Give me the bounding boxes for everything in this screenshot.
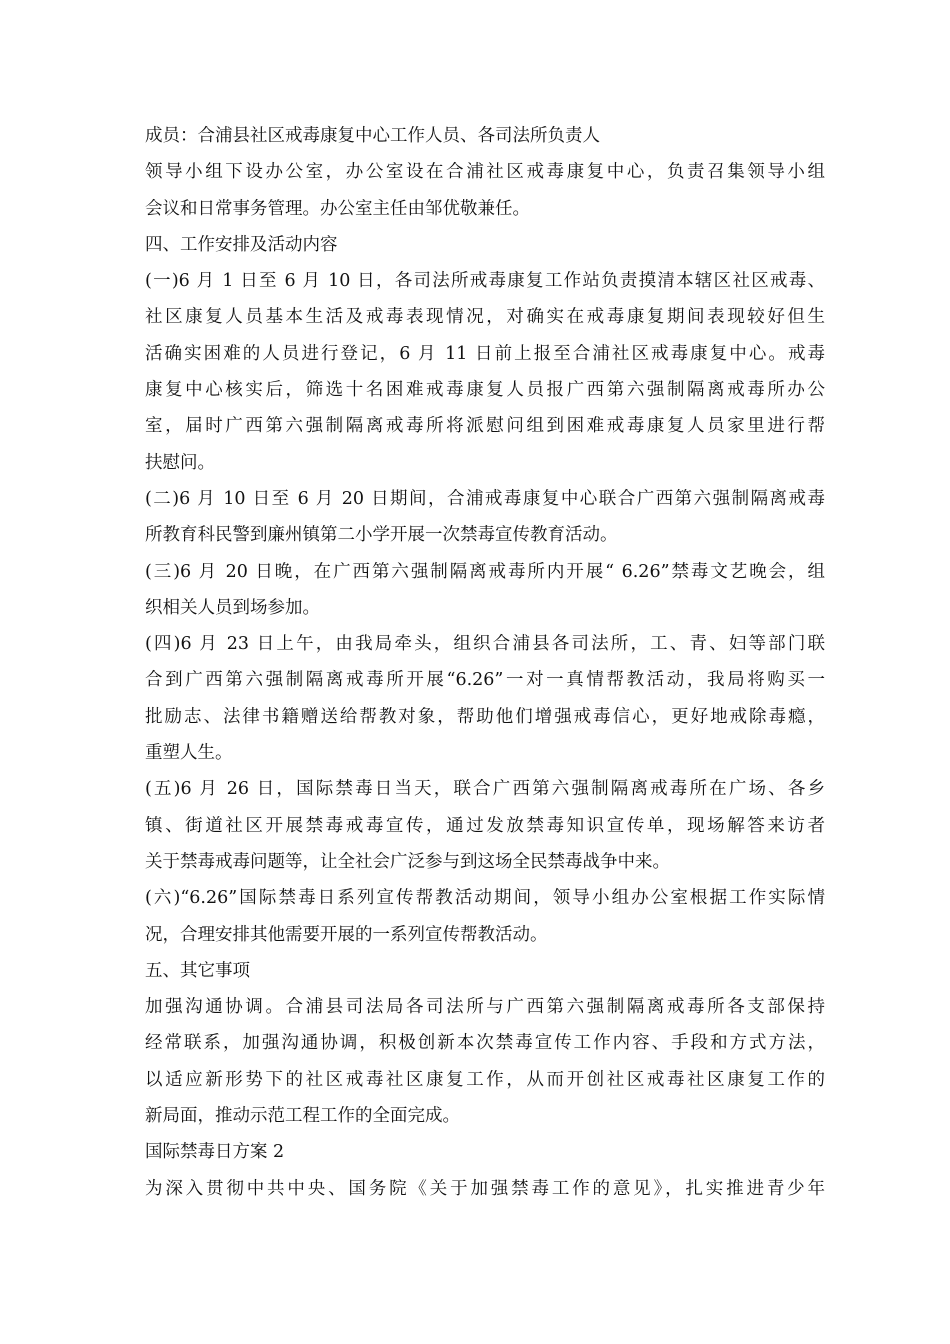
text-line: 所教育科民警到廉州镇第二小学开展一次禁毒宣传教育活动。 bbox=[145, 525, 618, 546]
text-line: 会议和日常事务管理。办公室主任由邹优敬兼任。 bbox=[145, 198, 530, 219]
text-line: 室，届时广西第六强制隔离戒毒所将派慰问组到困难戒毒康复人员家里进行帮 bbox=[145, 416, 825, 437]
text-line: 成员：合浦县社区戒毒康复中心工作人员、各司法所负责人 bbox=[145, 126, 600, 146]
text-line: (二)6 月 10 日至 6 月 20 日期间，合浦戒毒康复中心联合广西第六强制隔离戒毒 bbox=[145, 488, 825, 509]
text-line: 合到广西第六强制隔离戒毒所开展“6.26”一对一真情帮教活动，我局将购买一 bbox=[145, 670, 825, 691]
text-line: 社区康复人员基本生活及戒毒表现情况，对确实在戒毒康复期间表现较好但生 bbox=[145, 307, 825, 328]
text-line: 关于禁毒戒毒问题等，让全社会广泛参与到这场全民禁毒战争中来。 bbox=[145, 851, 670, 872]
text-line: (一)6 月 1 日至 6 月 10 日，各司法所戒毒康复工作站负责摸清本辖区社区戒毒、 bbox=[145, 271, 825, 292]
text-line: 加强沟通协调。合浦县司法局各司法所与广西第六强制隔离戒毒所各支部保持 bbox=[145, 997, 825, 1018]
text-line: 四、工作安排及活动内容 bbox=[145, 234, 338, 255]
text-line: 经常联系，加强沟通协调，积极创新本次禁毒宣传工作内容、手段和方式方法， bbox=[145, 1033, 825, 1054]
text-line: 活确实困难的人员进行登记，6 月 11 日前上报至合浦社区戒毒康复中心。戒毒 bbox=[145, 343, 825, 364]
text-line: 国际禁毒日方案 2 bbox=[145, 1142, 285, 1163]
text-line: 况，合理安排其他需要开展的一系列宣传帮教活动。 bbox=[145, 924, 548, 945]
text-line: 以适应新形势下的社区戒毒社区康复工作，从而开创社区戒毒社区康复工作的 bbox=[145, 1069, 825, 1090]
text-line: 五、其它事项 bbox=[145, 960, 250, 981]
text-line: (六)“6.26”国际禁毒日系列宣传帮教活动期间，领导小组办公室根据工作实际情 bbox=[145, 888, 825, 909]
text-line: 新局面，推动示范工程工作的全面完成。 bbox=[145, 1106, 460, 1127]
text-line: 重塑人生。 bbox=[145, 743, 233, 764]
text-line: 织相关人员到场参加。 bbox=[145, 597, 320, 618]
document-body bbox=[145, 118, 825, 1207]
text-line: 为深入贯彻中共中央、国务院《关于加强禁毒工作的意见》，扎实推进青少年 bbox=[145, 1178, 825, 1199]
text-line: (五)6 月 26 日，国际禁毒日当天，联合广西第六强制隔离戒毒所在广场、各乡 bbox=[145, 779, 825, 800]
text-line: (四)6 月 23 日上午，由我局牵头，组织合浦县各司法所，工、青、妇等部门联 bbox=[145, 634, 825, 655]
text-line: 批励志、法律书籍赠送给帮教对象，帮助他们增强戒毒信心，更好地戒除毒瘾， bbox=[145, 706, 825, 727]
text-line: 镇、街道社区开展禁毒戒毒宣传，通过发放禁毒知识宣传单，现场解答来访者 bbox=[145, 815, 825, 836]
text-line: (三)6 月 20 日晚，在广西第六强制隔离戒毒所内开展“ 6.26”禁毒文艺晚会，组 bbox=[145, 561, 825, 582]
text-line: 领导小组下设办公室，办公室设在合浦社区戒毒康复中心，负责召集领导小组 bbox=[145, 162, 825, 183]
text-line: 康复中心核实后，筛选十名困难戒毒康复人员报广西第六强制隔离戒毒所办公 bbox=[145, 380, 825, 401]
text-line: 扶慰问。 bbox=[145, 452, 215, 473]
